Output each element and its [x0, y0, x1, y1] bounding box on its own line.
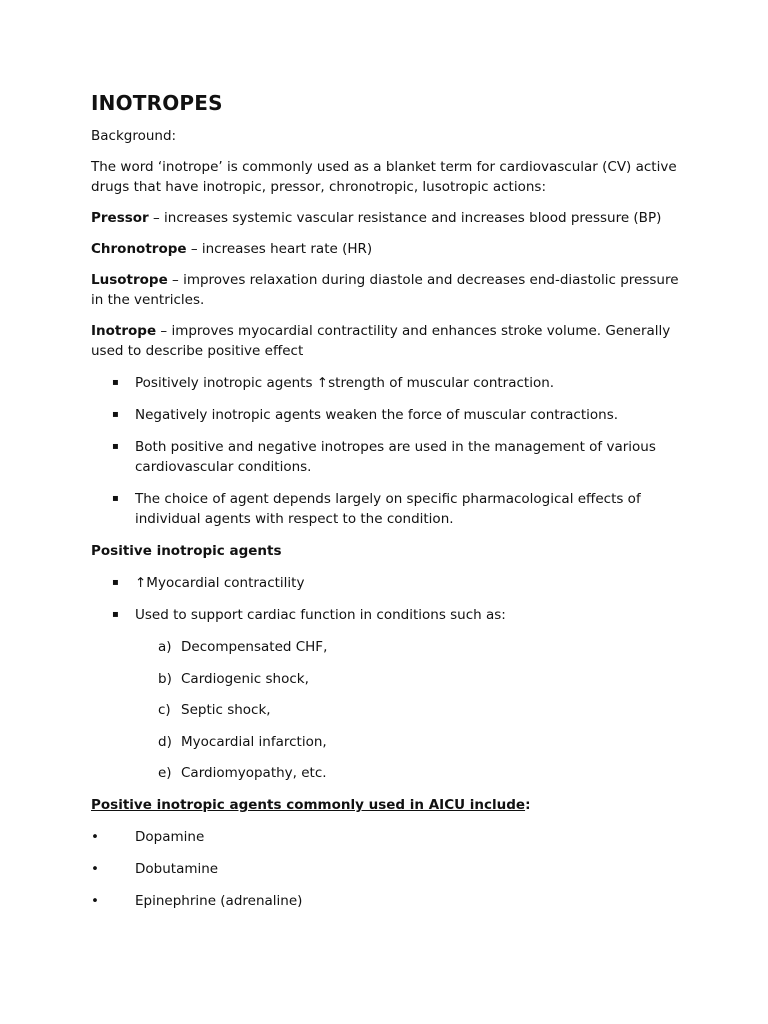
list-item — [91, 405, 691, 425]
list-item — [91, 827, 691, 847]
definition-term: Pressor — [91, 210, 149, 226]
list-item-text: Myocardial infarction, — [181, 733, 327, 750]
aicu-agents-heading — [91, 795, 691, 815]
list-item-text: Cardiogenic shock, — [181, 670, 309, 687]
list-item-text: Cardiomyopathy, etc. — [181, 765, 327, 782]
definition-text: – increases heart rate (HR) — [186, 241, 373, 257]
aicu-heading-colon: : — [525, 796, 531, 813]
list-item — [91, 605, 691, 625]
list-item — [91, 859, 691, 879]
background-label: Background: — [91, 128, 177, 144]
positive-bullet-list — [91, 573, 691, 625]
square-bullet-icon: ▪ — [112, 609, 119, 620]
definition-term: Inotrope — [91, 323, 157, 339]
document-page — [91, 88, 691, 923]
definition-text: – improves myocardial contractility and enhances stroke volume. Generally used to describe positive effect — [91, 323, 671, 359]
list-item-text: Epinephrine (adrenaline) — [135, 892, 303, 909]
list-item — [91, 637, 691, 657]
definition-text: – increases systemic vascular resistance and increases blood pressure (BP) — [148, 210, 662, 226]
definition-lusotrope — [91, 270, 691, 310]
list-item-text: Decompensated CHF, — [181, 639, 328, 655]
square-bullet-icon: ▪ — [112, 409, 119, 420]
list-item-text: Dopamine — [135, 828, 205, 845]
list-item — [91, 489, 691, 529]
definition-text: – improves relaxation during diastole and decreases end-diastolic pressure in the ventricles. — [91, 272, 679, 308]
list-item-text: Used to support cardiac function in conditions such as: — [135, 607, 506, 623]
list-item-text: Septic shock, — [181, 702, 271, 719]
list-item-text: Dobutamine — [135, 860, 219, 877]
list-item — [91, 891, 691, 911]
definition-pressor — [91, 208, 691, 228]
list-marker: c) — [158, 702, 171, 719]
square-bullet-icon: ▪ — [112, 577, 119, 588]
definition-term: Lusotrope — [91, 272, 168, 288]
list-item-text: Both positive and negative inotropes are used in the management of various cardiovascular conditions. — [135, 439, 656, 475]
conditions-list — [91, 637, 691, 783]
page-title: INOTROPES — [91, 91, 223, 115]
definition-term: Chronotrope — [91, 241, 187, 257]
definition-inotrope — [91, 321, 691, 361]
list-item — [91, 763, 691, 783]
list-item-text: Negatively inotropic agents weaken the force of muscular contractions. — [135, 407, 619, 423]
square-bullet-icon: ▪ — [112, 441, 119, 452]
list-item-text: The choice of agent depends largely on specific pharmacological effects of individual agents with respect to the condition. — [135, 491, 641, 527]
aicu-agents-list — [91, 827, 691, 911]
list-marker: b) — [158, 670, 172, 687]
aicu-heading-text: Positive inotropic agents commonly used in AICU include — [91, 796, 526, 813]
dot-bullet-icon: • — [91, 892, 99, 909]
list-item — [91, 437, 691, 477]
list-item — [91, 700, 691, 720]
list-item-text: Positively inotropic agents ↑strength of muscular contraction. — [135, 375, 555, 391]
intro-paragraph: The word ‘inotrope’ is commonly used as a blanket term for cardiovascular (CV) active drugs that have inotropic, pressor, chronotropic, lusotropic actions: — [91, 159, 677, 195]
square-bullet-icon: ▪ — [112, 377, 119, 388]
list-item — [91, 373, 691, 393]
list-item — [91, 732, 691, 752]
square-bullet-icon: ▪ — [112, 493, 119, 504]
dot-bullet-icon: • — [91, 828, 99, 845]
list-item — [91, 669, 691, 689]
list-item — [91, 573, 691, 593]
definition-chronotrope — [91, 239, 691, 259]
list-item-text: ↑Myocardial contractility — [135, 575, 305, 591]
list-marker: a) — [158, 639, 172, 655]
dot-bullet-icon: • — [91, 860, 99, 877]
list-marker: e) — [158, 765, 172, 782]
positive-agents-heading: Positive inotropic agents — [91, 543, 282, 559]
inotrope-bullet-list — [91, 373, 691, 529]
list-marker: d) — [158, 733, 172, 750]
